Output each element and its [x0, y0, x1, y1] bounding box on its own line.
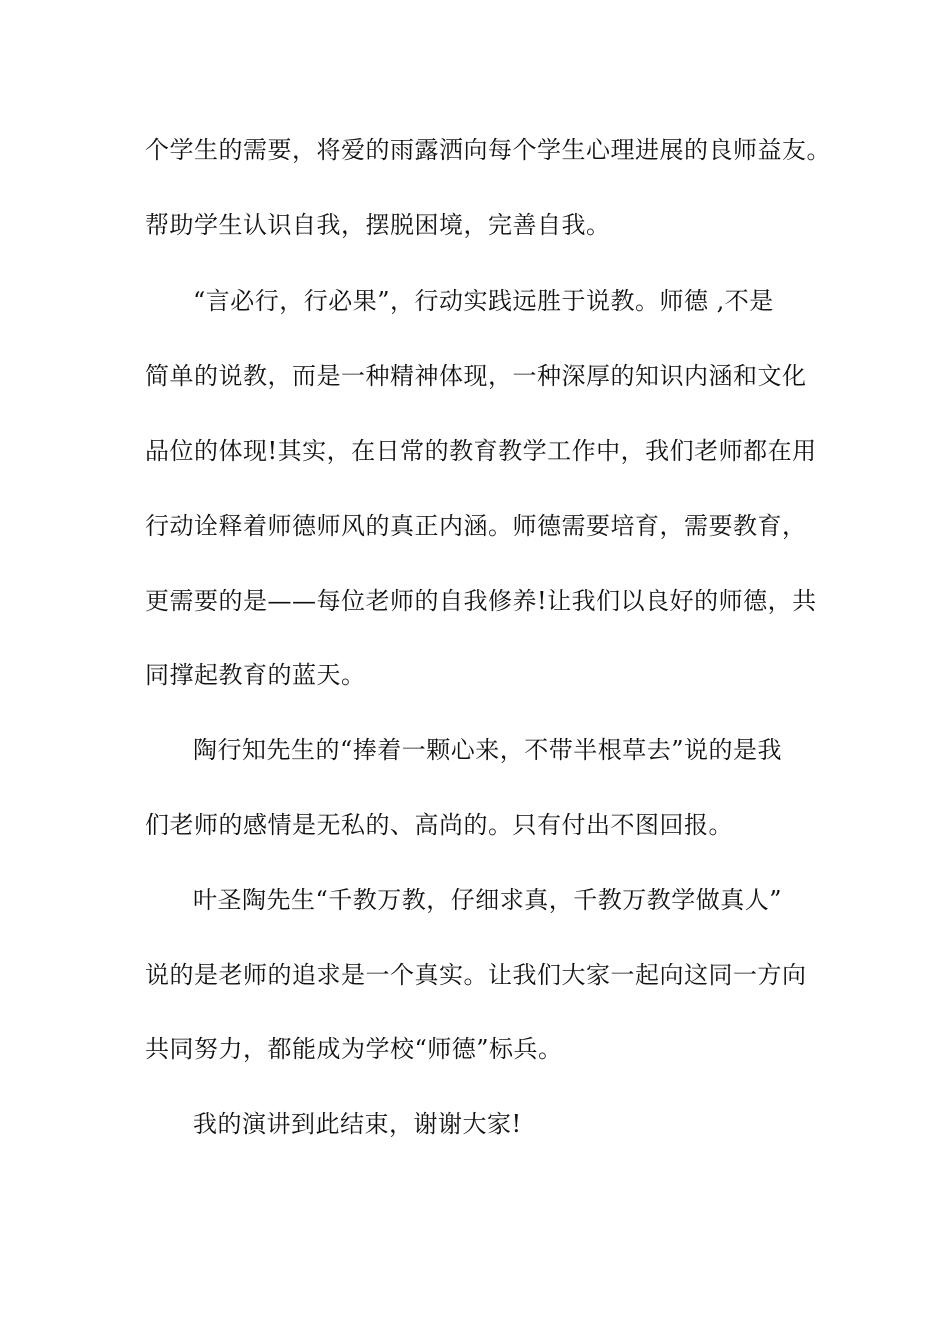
- text-line: 行动诠释着师德师风的真正内涵。师德需要培育，需要教育，: [145, 512, 807, 540]
- text-line: 更需要的是——每位老师的自我修养!让我们以良好的师德，共: [145, 587, 817, 615]
- text-line: “言必行，行必果”，行动实践远胜于说教。师德 ,不是: [193, 287, 774, 315]
- text-line: 们老师的感情是无私的、高尚的。只有付出不图回报。: [145, 811, 733, 839]
- text-line: 同撑起教育的蓝天。: [145, 661, 366, 689]
- text-line: 品位的体现!其实，在日常的教育教学工作中，我们老师都在用: [145, 437, 817, 465]
- text-line: 说的是老师的追求是一个真实。让我们大家一起向这同一方向: [145, 961, 807, 989]
- text-line: 简单的说教，而是一种精神体现，一种深厚的知识内涵和文化: [145, 362, 807, 390]
- text-line: 陶行知先生的“捧着一颗心来，不带半根草去”说的是我: [193, 736, 783, 764]
- text-line: 个学生的需要，将爱的雨露洒向每个学生心理进展的良师益友。: [145, 136, 831, 164]
- text-line: 帮助学生认识自我，摆脱困境，完善自我。: [145, 211, 611, 239]
- text-line: 我的演讲到此结束，谢谢大家!: [193, 1110, 522, 1138]
- text-line: 叶圣陶先生“千教万教，仔细求真，千教万教学做真人”: [193, 886, 783, 914]
- text-line: 共同努力，都能成为学校“师德”标兵。: [145, 1035, 563, 1063]
